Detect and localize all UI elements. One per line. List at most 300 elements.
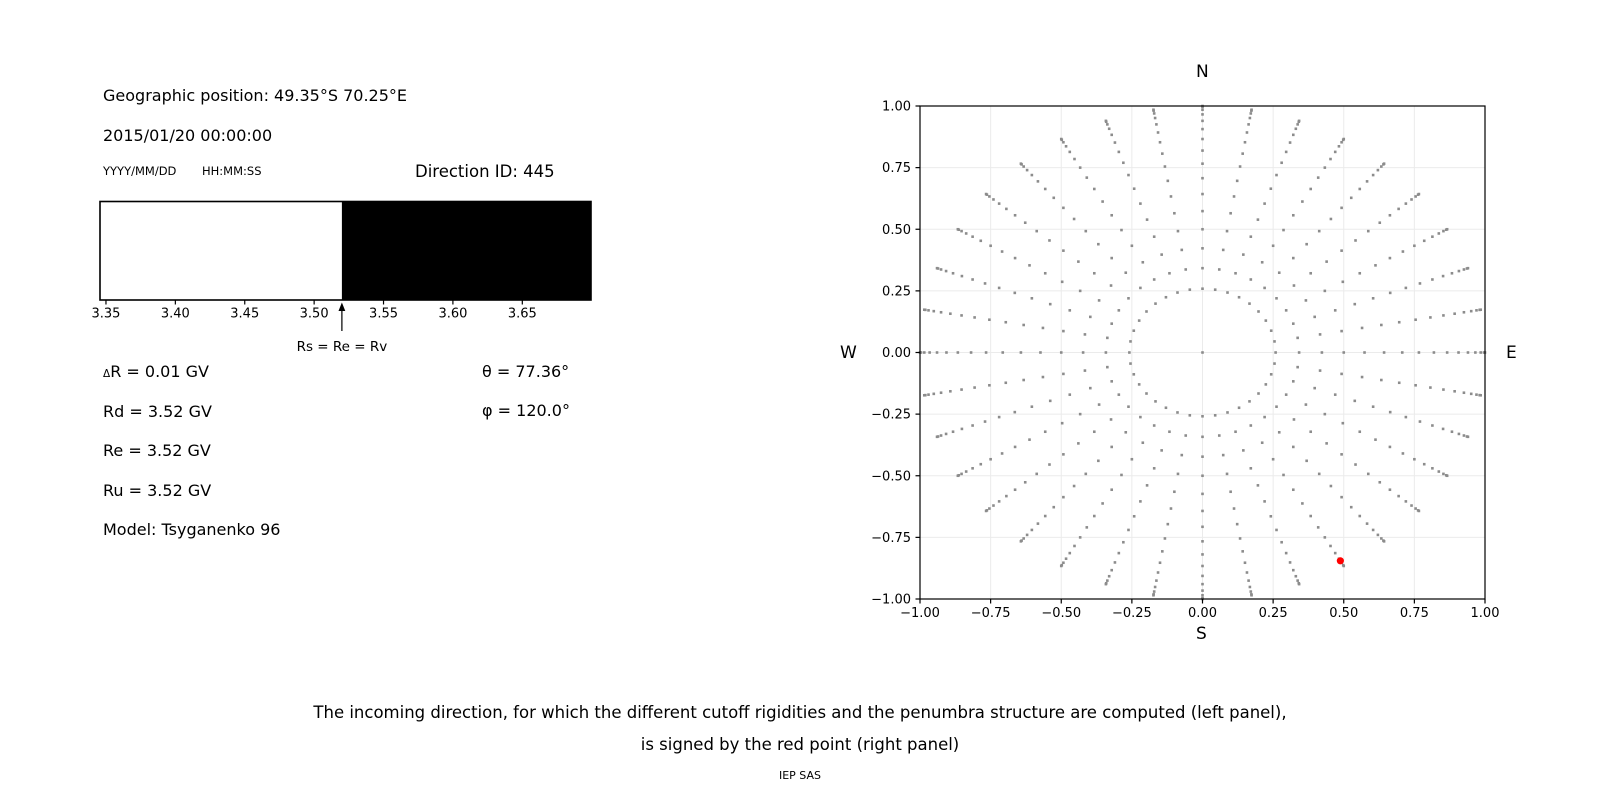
direction-dot xyxy=(961,275,964,278)
direction-dot xyxy=(1101,200,1104,203)
direction-dot xyxy=(1129,362,1132,365)
direction-dot xyxy=(1353,400,1356,403)
direction-dot xyxy=(1105,583,1108,586)
direction-dot xyxy=(1201,228,1204,231)
direction-dot xyxy=(1110,418,1113,421)
bar-x-tick-label: 3.55 xyxy=(369,306,399,322)
direction-dot xyxy=(1222,249,1225,252)
direction-dot xyxy=(1165,296,1168,299)
direction-dot xyxy=(1177,473,1180,476)
direction-dot xyxy=(998,202,1001,205)
compass-north-label: N xyxy=(1196,62,1209,82)
direction-dot xyxy=(970,351,973,354)
direction-dot xyxy=(1061,281,1064,284)
direction-dot xyxy=(1358,430,1361,433)
direction-dot xyxy=(1377,534,1380,537)
direction-dot xyxy=(1289,561,1292,564)
direction-dot xyxy=(1201,351,1204,354)
direction-dot xyxy=(1367,230,1370,233)
direction-id-label: Direction ID: 445 xyxy=(415,162,555,181)
direction-dot xyxy=(1164,165,1167,168)
direction-dot xyxy=(1413,244,1416,247)
direction-dot xyxy=(1389,257,1392,260)
direction-dot xyxy=(1418,193,1421,196)
direction-dot xyxy=(1239,165,1242,168)
direction-dot xyxy=(1155,579,1158,582)
direction-dot xyxy=(1429,316,1432,319)
y-axis-tick-label: 1.00 xyxy=(882,99,911,115)
direction-dot xyxy=(1013,411,1016,414)
direction-dot xyxy=(1060,138,1063,141)
direction-dot xyxy=(1438,470,1441,473)
direction-dot xyxy=(1367,473,1370,476)
direction-dot xyxy=(932,310,935,313)
direction-dot xyxy=(1110,488,1113,491)
direction-dot xyxy=(936,436,939,439)
direction-dot xyxy=(1097,460,1100,463)
direction-dot xyxy=(1442,275,1445,278)
direction-dot xyxy=(1458,270,1461,273)
direction-dot xyxy=(1270,187,1273,190)
direction-dot xyxy=(1167,523,1170,526)
direction-dot xyxy=(1201,108,1204,111)
direction-dot xyxy=(1319,369,1322,372)
direction-dot xyxy=(923,394,926,397)
direction-dot xyxy=(1301,502,1304,505)
rigidity-value-text: Rd = 3.52 GV xyxy=(103,401,212,421)
direction-dot xyxy=(998,416,1001,419)
direction-dot xyxy=(985,193,988,196)
direction-dot xyxy=(988,195,991,198)
direction-dot xyxy=(1105,120,1108,123)
direction-dot xyxy=(1329,545,1332,548)
direction-dot xyxy=(1309,430,1312,433)
direction-dot xyxy=(1133,515,1136,518)
direction-dot xyxy=(971,424,974,427)
y-axis-tick-label: 0.00 xyxy=(882,346,911,361)
direction-dot xyxy=(1120,474,1123,477)
direction-dot xyxy=(1410,504,1413,507)
direction-dot xyxy=(1247,123,1250,126)
direction-dot xyxy=(1309,272,1312,275)
direction-dot xyxy=(1474,351,1477,354)
direction-dot xyxy=(1380,324,1383,327)
direction-dot xyxy=(1118,393,1121,396)
direction-dot xyxy=(1044,188,1047,191)
direction-dot xyxy=(927,309,930,312)
direction-dot xyxy=(1250,424,1253,427)
direction-dot xyxy=(1329,158,1332,161)
direction-dot xyxy=(1453,312,1456,315)
direction-dot xyxy=(992,504,995,507)
direction-dot xyxy=(1161,550,1164,553)
direction-dot xyxy=(1201,162,1204,165)
direction-dot xyxy=(1189,288,1192,291)
direction-dot xyxy=(1065,557,1068,560)
direction-dot xyxy=(1139,202,1142,205)
direction-dot xyxy=(1160,449,1163,452)
direction-dot xyxy=(1226,230,1229,233)
direction-dot xyxy=(1176,411,1179,414)
direction-dot xyxy=(1139,287,1142,290)
direction-dot xyxy=(1079,166,1082,169)
direction-dot xyxy=(1234,272,1237,275)
direction-dot xyxy=(1374,438,1377,441)
direction-dot xyxy=(1201,113,1204,116)
direction-dot xyxy=(1201,138,1204,141)
direction-dot xyxy=(1110,257,1113,260)
direction-dot xyxy=(1068,151,1071,154)
direction-dot xyxy=(1330,485,1333,488)
direction-dot xyxy=(1049,400,1052,403)
direction-dot xyxy=(1093,515,1096,518)
direction-dot xyxy=(971,235,974,238)
direction-dot xyxy=(979,463,982,466)
y-axis-tick-label: −0.75 xyxy=(871,530,911,546)
direction-dot xyxy=(1154,117,1157,120)
direction-dot xyxy=(1398,381,1401,384)
y-axis-tick-label: −1.00 xyxy=(871,592,911,608)
direction-dot xyxy=(1318,230,1321,233)
direction-dot xyxy=(1014,488,1017,491)
direction-dot xyxy=(989,244,992,247)
compass-west-label: W xyxy=(840,343,857,363)
direction-dot xyxy=(945,270,948,273)
direction-dot xyxy=(1201,128,1204,131)
direction-dot xyxy=(1334,309,1337,312)
geographic-position-label: Geographic position: 49.35°S 70.25°E xyxy=(103,86,408,105)
direction-dot xyxy=(998,500,1001,503)
theta-value-label: θ = 77.36° xyxy=(482,362,570,381)
direction-dot xyxy=(1201,210,1204,213)
direction-dot xyxy=(973,386,976,389)
compass-east-label: E xyxy=(1506,343,1517,363)
direction-dot xyxy=(961,428,964,431)
direction-dot xyxy=(960,473,963,476)
direction-dot xyxy=(1133,187,1136,190)
direction-dot xyxy=(998,287,1001,290)
direction-dot xyxy=(988,507,991,510)
direction-dot xyxy=(1062,141,1065,144)
direction-dot xyxy=(1248,302,1251,305)
direction-dot xyxy=(1114,561,1117,564)
direction-dot xyxy=(1062,496,1065,499)
bar-x-tick-label: 3.40 xyxy=(160,306,190,322)
direction-dot xyxy=(1173,490,1176,493)
direction-dot xyxy=(1168,430,1171,433)
direction-dot xyxy=(1026,169,1029,172)
direction-dot xyxy=(1233,507,1236,510)
direction-dot xyxy=(1084,369,1087,372)
direction-dot xyxy=(1052,506,1055,509)
direction-dot xyxy=(1118,309,1121,312)
direction-dot xyxy=(1261,261,1264,264)
direction-dot xyxy=(1189,414,1192,417)
selected-direction-red-point xyxy=(1337,557,1344,564)
direction-dot xyxy=(1110,322,1113,325)
direction-dot xyxy=(1405,287,1408,290)
direction-dot xyxy=(1124,271,1127,274)
direction-dot xyxy=(1201,149,1204,152)
direction-dot xyxy=(1350,197,1353,200)
direction-dot xyxy=(1035,230,1038,233)
direction-dot xyxy=(1293,284,1296,287)
direction-dot xyxy=(1161,152,1164,155)
direction-dot xyxy=(1153,424,1156,427)
direction-dot xyxy=(1128,351,1131,354)
direction-dot xyxy=(1250,235,1253,238)
direction-dot xyxy=(1342,422,1345,425)
direction-dot xyxy=(1238,406,1241,409)
direction-dot xyxy=(1414,195,1417,198)
direction-dot xyxy=(1401,351,1404,354)
direction-dot xyxy=(1201,493,1204,496)
direction-dot xyxy=(1257,484,1260,487)
rigidity-value-text: Model: Tsyganenko 96 xyxy=(103,520,281,539)
direction-dot xyxy=(1153,235,1156,238)
direction-dot xyxy=(1358,272,1361,275)
direction-dot xyxy=(1273,362,1276,365)
direction-dot xyxy=(1285,552,1288,555)
direction-dot xyxy=(1004,381,1007,384)
direction-dot xyxy=(1165,406,1168,409)
direction-dot xyxy=(1020,162,1023,165)
direction-dot xyxy=(1110,380,1113,383)
direction-dot xyxy=(1402,452,1405,455)
direction-dot xyxy=(1073,158,1076,161)
direction-dot xyxy=(1463,268,1466,271)
direction-dot xyxy=(1170,195,1173,198)
direction-dot xyxy=(1236,180,1239,183)
direction-dot xyxy=(1442,473,1445,476)
direction-dot xyxy=(1475,309,1478,312)
direction-dot xyxy=(1275,297,1278,300)
direction-dot xyxy=(1180,454,1183,457)
direction-dot xyxy=(1418,351,1421,354)
direction-dot xyxy=(1249,117,1252,120)
direction-dot xyxy=(1146,484,1149,487)
caption-line-2: is signed by the red point (right panel) xyxy=(640,735,960,754)
direction-dot xyxy=(1242,253,1245,256)
direction-dot xyxy=(1068,309,1071,312)
direction-dot xyxy=(1305,299,1308,302)
bar-x-tick-label: 3.60 xyxy=(438,306,468,322)
direction-dot xyxy=(1292,380,1295,383)
direction-dot xyxy=(1265,383,1268,386)
y-axis-tick-label: 0.75 xyxy=(882,161,911,177)
direction-dot xyxy=(945,433,948,436)
y-axis-tick-label: −0.25 xyxy=(871,407,911,423)
direction-dot xyxy=(1068,552,1071,555)
direction-dot xyxy=(1317,526,1320,529)
direction-dot xyxy=(1354,239,1357,242)
direction-dot xyxy=(1084,473,1087,476)
direction-dot xyxy=(1389,446,1392,449)
direction-dot xyxy=(1340,207,1343,210)
direction-dot xyxy=(936,351,939,354)
direction-dot xyxy=(1263,287,1266,290)
direction-dot xyxy=(1234,430,1237,433)
direction-dot xyxy=(1201,193,1204,196)
direction-dot xyxy=(1389,488,1392,491)
direction-dot xyxy=(1413,458,1416,461)
direction-dot xyxy=(1270,515,1273,518)
direction-dot xyxy=(1274,351,1277,354)
direction-dot xyxy=(1106,123,1109,126)
direction-dot xyxy=(1089,316,1092,319)
direction-dot xyxy=(1097,243,1100,246)
direction-dot xyxy=(960,230,963,233)
direction-dot xyxy=(1108,575,1111,578)
direction-dot xyxy=(1222,454,1225,457)
direction-dot xyxy=(1383,162,1386,165)
direction-dot xyxy=(1042,327,1045,330)
direction-dot xyxy=(960,314,963,317)
direction-dot xyxy=(952,430,955,433)
direction-dot xyxy=(1110,214,1113,217)
direction-dot xyxy=(1248,400,1251,403)
direction-dot xyxy=(1014,257,1017,260)
direction-dot xyxy=(988,384,991,387)
direction-dot xyxy=(1152,108,1155,111)
direction-dot xyxy=(1330,218,1333,221)
direction-dot xyxy=(940,434,943,437)
bar-x-tick-label: 3.35 xyxy=(91,306,121,322)
rigidity-value-row xyxy=(103,362,209,381)
direction-dot xyxy=(1001,250,1004,253)
direction-dot xyxy=(973,316,976,319)
direction-scatter-plot xyxy=(810,40,1590,670)
direction-dot xyxy=(1467,267,1470,270)
direction-dot xyxy=(1246,131,1249,134)
direction-dot xyxy=(1105,351,1108,354)
direction-dot xyxy=(1249,586,1252,589)
direction-dot xyxy=(1389,214,1392,217)
direction-dot xyxy=(1157,131,1160,134)
direction-dot xyxy=(1173,212,1176,215)
direction-dot xyxy=(1285,393,1288,396)
direction-dot xyxy=(1280,161,1283,164)
compass-south-label: S xyxy=(1196,624,1207,644)
direction-dot xyxy=(1342,281,1345,284)
direction-dot xyxy=(1201,565,1204,568)
direction-dot xyxy=(1122,541,1125,544)
annotation-arrow-label: Rs = Re = Rv xyxy=(296,339,388,355)
y-axis-tick-label: 0.50 xyxy=(882,222,911,238)
direction-dot xyxy=(1309,515,1312,518)
direction-dot xyxy=(1257,310,1260,313)
direction-dot xyxy=(1389,411,1392,414)
direction-dot xyxy=(1405,202,1408,205)
direction-dot xyxy=(1110,134,1113,137)
direction-dot xyxy=(1298,351,1301,354)
y-axis-tick-label: 0.25 xyxy=(882,284,911,300)
direction-dot xyxy=(949,312,952,315)
direction-dot xyxy=(1201,120,1204,123)
direction-dot xyxy=(971,278,974,281)
rigidity-value-row xyxy=(103,481,211,500)
direction-dot xyxy=(1280,541,1283,544)
direction-dot xyxy=(1233,195,1236,198)
direction-dot xyxy=(1108,127,1111,130)
direction-dot xyxy=(1263,500,1266,503)
direction-dot xyxy=(1241,550,1244,553)
direction-dot xyxy=(1313,387,1316,390)
direction-dot xyxy=(1246,571,1249,574)
direction-dot xyxy=(1062,249,1065,252)
rigidity-value-row xyxy=(103,520,280,539)
direction-dot xyxy=(1296,366,1299,369)
direction-dot xyxy=(1378,221,1381,224)
direction-dot xyxy=(1026,534,1029,537)
direction-dot xyxy=(1261,441,1264,444)
direction-dot xyxy=(1305,403,1308,406)
direction-dot xyxy=(1317,176,1320,179)
direction-dot xyxy=(1048,239,1051,242)
direction-dot xyxy=(1004,321,1007,324)
direction-dot xyxy=(1201,247,1204,250)
direction-dot xyxy=(1138,383,1141,386)
direction-dot xyxy=(1014,214,1017,217)
x-axis-tick-label: 1.00 xyxy=(1470,606,1500,621)
direction-dot xyxy=(1042,376,1045,379)
direction-dot xyxy=(1446,228,1449,231)
direction-dot xyxy=(1285,309,1288,312)
direction-dot xyxy=(1022,379,1025,382)
direction-dot xyxy=(1138,319,1141,322)
direction-dot xyxy=(1073,485,1076,488)
phi-value-label: φ = 120.0° xyxy=(482,401,570,420)
direction-dot xyxy=(1106,366,1109,369)
direction-dot xyxy=(1060,351,1063,354)
direction-dot xyxy=(1458,433,1461,436)
direction-dot xyxy=(1079,413,1082,416)
direction-dot xyxy=(1062,330,1065,333)
direction-dot xyxy=(1127,529,1130,532)
direction-dot xyxy=(1201,415,1204,418)
direction-dot xyxy=(1340,453,1343,456)
penumbra-segment xyxy=(100,202,342,301)
direction-dot xyxy=(957,474,960,477)
direction-dot xyxy=(992,198,995,201)
direction-dot xyxy=(1120,229,1123,232)
direction-dot xyxy=(979,239,982,242)
direction-dot xyxy=(1031,529,1034,532)
direction-dot xyxy=(1325,260,1328,263)
direction-dot xyxy=(1342,351,1345,354)
direction-dot xyxy=(1250,594,1253,597)
direction-dot xyxy=(1451,272,1454,275)
direction-dot xyxy=(1321,351,1324,354)
direction-dot xyxy=(1305,460,1308,463)
direction-dot xyxy=(1366,522,1369,525)
direction-dot xyxy=(1201,267,1204,270)
direction-dot xyxy=(936,267,939,270)
rigidity-value-text: Re = 3.52 GV xyxy=(103,441,211,460)
direction-dot xyxy=(1014,446,1017,449)
direction-dot xyxy=(1358,515,1361,518)
direction-dot xyxy=(1372,297,1375,300)
direction-dot xyxy=(1463,391,1466,394)
direction-dot xyxy=(1013,292,1016,295)
direction-dot xyxy=(1139,416,1142,419)
direction-dot xyxy=(1324,290,1327,293)
direction-dot xyxy=(1414,318,1417,321)
direction-dot xyxy=(1295,127,1298,130)
bar-x-tick-label: 3.65 xyxy=(507,306,537,322)
caption-line-1: The incoming direction, for which the different cutoff rigidities and the penumbra structure are computed (left panel), xyxy=(313,703,1287,722)
direction-dot xyxy=(1201,526,1204,529)
